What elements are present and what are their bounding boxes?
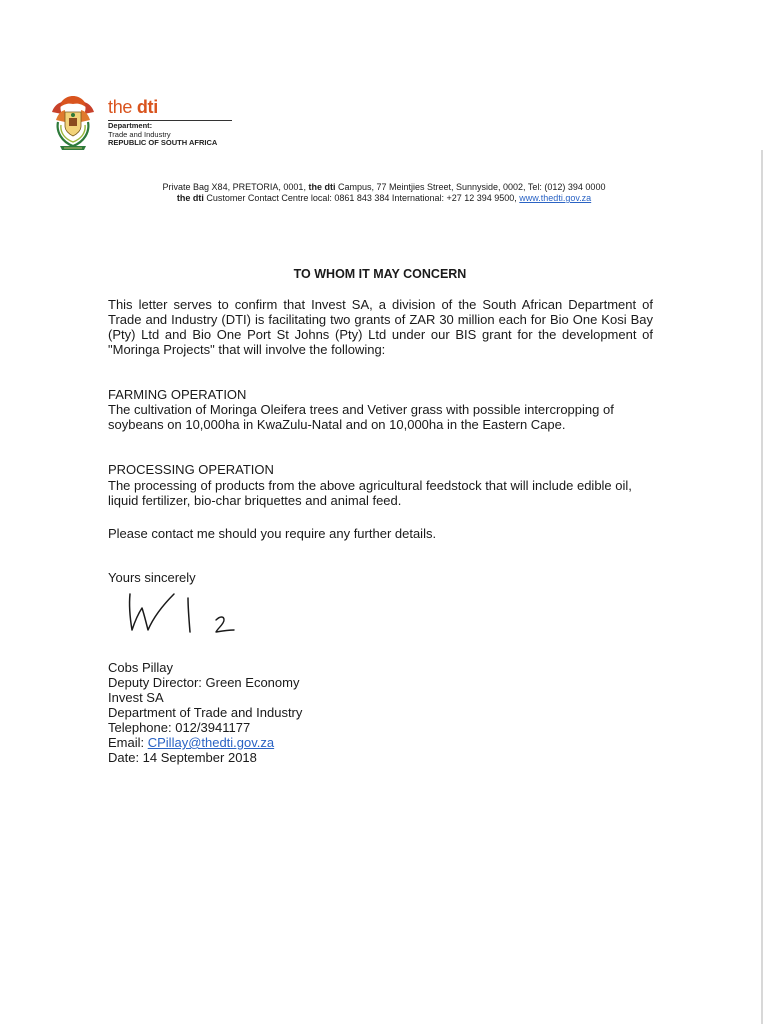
signatory-telephone: Telephone: 012/3941177	[108, 720, 251, 735]
email-link[interactable]: CPillay@thedti.gov.za	[147, 735, 275, 750]
signatory-org: Invest SA	[108, 690, 164, 705]
processing-text: The processing of products from the above agricultural feedstock that will include edible oil, liquid fertilizer, bio-char briquettes and animal feed.	[108, 478, 632, 508]
address-brand: the dti	[176, 193, 204, 203]
closing-salutation: Yours sincerely	[108, 570, 196, 585]
intro-paragraph: This letter serves to confirm that Invest SA, a division of the South African Department of Trade and Industry (DTI) is facilitating two grants of ZAR 30 million each for Bio One Kosi Bay (Pty) Ltd and Bio One Port St Johns (Pty) Ltd under our BIS grant for the development of "Moringa Projects" that will involve the following:	[108, 297, 653, 357]
brand-logotype	[108, 97, 158, 117]
letter-date: Date: 14 September 2018	[108, 750, 257, 765]
contact-centre: Customer Contact Centre local: 0861 843 384 International: +27 12 394 9500,	[203, 193, 520, 203]
brand-the: the	[108, 97, 133, 117]
department-label: Department:	[108, 121, 153, 130]
department-name: Trade and Industry	[108, 129, 171, 139]
signatory-name: Cobs Pillay	[108, 660, 174, 675]
letter-heading: TO WHOM IT MAY CONCERN	[293, 267, 467, 281]
address-line-2	[0, 192, 768, 204]
signatory-title: Deputy Director: Green Economy	[108, 675, 300, 690]
country-name: REPUBLIC OF SOUTH AFRICA	[108, 138, 218, 147]
signature-block	[108, 660, 302, 765]
address-part: Campus, 77 Meintjies Street, Sunnyside, 0002, Tel: (012) 394 0000	[335, 182, 606, 192]
farming-title: FARMING OPERATION	[108, 387, 247, 402]
handwritten-signature	[124, 590, 244, 640]
processing-title: PROCESSING OPERATION	[108, 462, 274, 477]
page-edge	[761, 150, 763, 1024]
brand-dti: dti	[136, 97, 158, 117]
coat-of-arms-logo	[48, 92, 98, 154]
address-brand: the dti	[308, 182, 336, 192]
signatory-department: Department of Trade and Industry	[108, 705, 303, 720]
contact-paragraph: Please contact me should you require any further details.	[108, 526, 437, 541]
email-label: Email:	[108, 735, 148, 750]
website-link[interactable]: www.thedti.gov.za	[519, 193, 592, 203]
department-block	[108, 122, 217, 148]
signatory-email-line	[108, 735, 302, 750]
address-part: Private Bag X84, PRETORIA, 0001,	[162, 182, 309, 192]
farming-text: The cultivation of Moringa Oleifera trees and Vetiver grass with possible intercropping of soybeans on 10,000ha in KwaZulu-Natal and on 10,000ha in the Eastern Cape.	[108, 402, 614, 432]
